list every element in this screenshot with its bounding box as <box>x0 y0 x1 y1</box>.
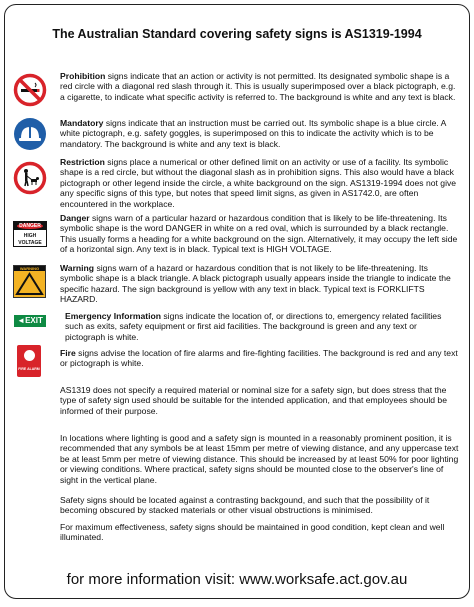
restriction-no-dogs-icon <box>13 161 47 195</box>
exit-word: EXIT <box>25 316 43 325</box>
danger-subtext: HIGH VOLTAGE <box>18 233 42 246</box>
fire-alarm-word: FIRE ALARM <box>18 367 40 371</box>
safety-signs-page <box>4 4 470 599</box>
sign-text: signs advise the location of fire alarms and fire-fighting facilities. The background is red and any text or pictograph is white. <box>60 348 458 369</box>
sign-name: Mandatory <box>60 118 104 128</box>
paragraph-maintenance: For maximum effectiveness, safety signs should be maintained in good condition, kept clean and well illuminated. <box>60 522 445 543</box>
danger-header <box>14 222 46 230</box>
sign-description-prohibition <box>60 71 459 102</box>
sign-description-restriction <box>60 157 459 209</box>
sign-description-emergency <box>65 311 459 342</box>
warning-word: WARNING <box>14 266 45 271</box>
sign-description-danger <box>60 213 459 255</box>
sign-description-mandatory <box>60 118 459 149</box>
page-title: The Australian Standard covering safety signs is AS1319-1994 <box>52 27 422 41</box>
warning-triangle-shape <box>14 271 45 297</box>
fire-alarm-icon <box>17 345 41 377</box>
sign-name: Danger <box>60 213 90 223</box>
warning-triangle-icon <box>13 265 46 298</box>
footer-link[interactable]: for more information visit: www.worksafe.act.gov.au <box>66 571 408 588</box>
sign-text: signs warn of a particular hazard or hazardous condition that is likely to be life-threatening. Its symbolic shape is the word DANGER in white on a red oval, which is surrounded by a black rectangle. This usually forms a heading for a white background on the sign. Alternatively, it may occupy the left side of a horizontal sign. Any text is in black. Typical text is HIGH VOLTAGE. <box>60 213 458 255</box>
sign-description-fire <box>60 348 459 369</box>
paragraph-lighting: In locations where lighting is good and a safety sign is mounted in a reasonably prominent position, it is recommended that any symbols be at least 15mm per metre of viewing distance, and any uppercase text be at least 5mm per metre of viewing distance. This should be increased by at least 50% for poor lighting or viewing conditions. Where practical, safety signs should be mounted close to the observer's line of sight in the vertical plane. <box>60 433 459 485</box>
sign-name: Emergency Information <box>65 311 161 321</box>
alarm-bell-icon <box>24 350 35 361</box>
sign-text: signs indicate the location of, or directions to, emergency related facilities such as exits, safety equipment or first aid facilities. The background is green and any text or pictograph is white. <box>65 311 442 342</box>
mandatory-hard-hat-icon <box>13 117 47 151</box>
sign-text: signs indicate that an action or activity is not permitted. Its designated symbolic shape is a red circle with a diagonal red slash through it. This is usually superimposed over a black pictograph, e.g. a cigarette, to indicate what specific activity is referred to. The background is white and any text is black. <box>60 71 456 102</box>
sign-name: Fire <box>60 348 76 358</box>
exit-arrow-icon: ◄ <box>17 316 26 325</box>
sign-text: signs place a numerical or other defined limit on an activity or use of a facility. Its symbolic shape is a red circle, but without the diagonal slash as in prohibition signs. This also would have a black pictograph or other legend inside the circle, a white background on the sign. AS1319-1994 does not give any specific signs of this type, but notes that speed limit signs, as given in AS1742.0, are often encountered in the workplace. <box>60 157 457 209</box>
prohibition-no-smoking-icon <box>13 73 47 107</box>
sign-name: Warning <box>60 263 95 273</box>
sign-name: Restriction <box>60 157 105 167</box>
sign-text: signs warn of a hazard or hazardous condition that is not likely to be life-threatening. Its symbolic shape is a black triangle. A black pictograph usually appears inside the triangle to indicate the specific hazard. The sign background is yellow with any text in black. Typical text is FORKLIFTS HAZARD. <box>60 263 451 305</box>
danger-word: DANGER <box>19 223 41 229</box>
sign-description-warning <box>60 263 459 305</box>
danger-sign-icon <box>13 221 47 247</box>
sign-text: signs indicate that an instruction must be carried out. Its symbolic shape is a blue circle. A white pictograph, e.g. safety goggles, is superimposed on this to indicate the activity which is to be mandatory. The background is white and any text is black. <box>60 118 446 149</box>
paragraph-location: Safety signs should be located against a contrasting backgound, and such that the possibility of it becoming obscured by stacked materials or other visual obstructions is minimised. <box>60 495 430 516</box>
sign-name: Prohibition <box>60 71 106 81</box>
exit-sign-icon <box>14 315 46 327</box>
paragraph-material: AS1319 does not specify a required material or nominal size for a safety sign, but does stress that the type of safety sign used should be suitable for the intended application, and that employees should be informed of their purpose. <box>60 385 447 416</box>
